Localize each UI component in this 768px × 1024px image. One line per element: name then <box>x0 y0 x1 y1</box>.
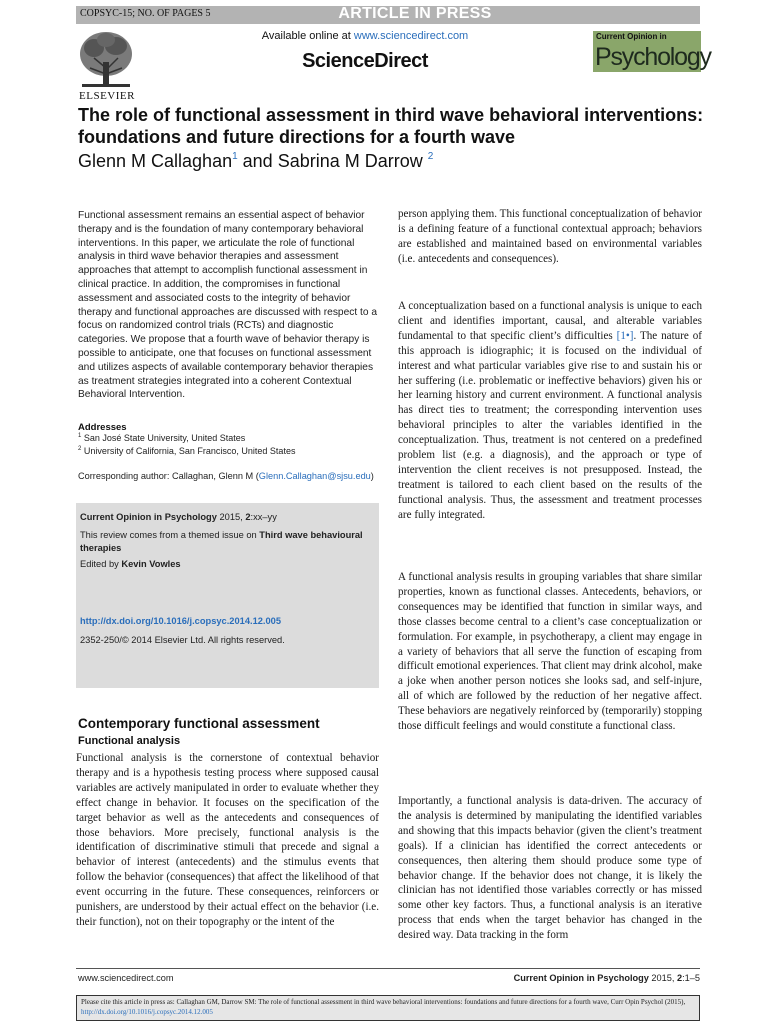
info-journal-name: Current Opinion in Psychology <box>80 512 217 522</box>
elsevier-tree-logo-icon <box>76 28 136 94</box>
author-1: Glenn M Callaghan <box>78 151 233 171</box>
author-1-affiliation[interactable]: 1 <box>232 151 238 162</box>
subsection-heading: Functional analysis <box>78 735 181 747</box>
author-2-affiliation[interactable]: 2 <box>427 151 434 162</box>
copyright-notice: 2352-250/© 2014 Elsevier Ltd. All rights reserved. <box>80 635 285 645</box>
document-id: COPSYC-15; NO. OF PAGES 5 <box>80 8 211 19</box>
info-edited-prefix: Edited by <box>80 559 122 569</box>
right-paragraph-3: A functional analysis results in grouping variables that share similar properties, known as functional classes. Antecedents, behaviors, or consequences may be identified that function in similar ways, and those classes become central to a client’s case conceptualization or formulation. For example, in psychotherapy, a client may engage in a variety of behaviors that all serve the function of escaping from difficult emotional experiences. That client may drink alcohol, make a joke when another person notices she looks sad, and self-injure, all of which are followed by the reduction of her negative affect. These behaviors are negatively reinforced by (temporarily) stopping those difficult feelings and would constitute a functional class. <box>398 571 702 733</box>
publisher-name: ELSEVIER <box>79 90 135 102</box>
sciencedirect-link[interactable]: www.sciencedirect.com <box>353 30 469 42</box>
info-themed-issue <box>80 529 376 555</box>
corresponding-author <box>78 471 374 481</box>
citation-notice-text: Please cite this article in press as: Callaghan GM, Darrow SM: The role of functional assessment in third wave behavioral interventions: foundations and future directions for a fourth wave, Curr Opin Psychol (2015), <box>81 998 686 1006</box>
right-paragraph-4: Importantly, a functional analysis is data-driven. The accuracy of the analysis is determined by manipulating the identified variables and showing that this impacts behavior (given the client’s treatment goals). If a clinician has identified the correct antecedents or consequences, then altering them should produce some type of behavior change. If the behavior does not change, it is likely the clinician has not identified those variables correctly or has missed some other key factors. Thus, a functional analysis is an iterative process that ends when the target behavior has changed in the desired way. Data tracking in the form <box>398 795 702 942</box>
footer-journal-info <box>400 973 700 983</box>
left-column-body: Functional analysis is the cornerstone of contextual behavior therapy and is a hypothesis testing process where supposed causal variables are actively manipulated in order to evaluate whether they effect change in behavior. It focuses on the specification of the target behavior as well as the antecedents and consequences of those behaviors. More precisely, functional analysis is the identification of discriminative stimuli that precede and signal a behavior of interest (antecedents) and the stimulus events that follow the behavior (consequences) that affect the likelihood of that event occurring in the future. These consequences, reinforcers or punishers, are understood by their actual effect on the behavior (i.e. their function), not on their topography or the intent of the <box>76 752 379 928</box>
footer-issue: 2015, <box>648 973 677 983</box>
author-conjunction: and <box>237 151 278 171</box>
article-title: The role of functional assessment in third wave behavioral interventions: foundations and future directions for a fourth wave <box>78 105 704 147</box>
right-paragraph-1: person applying them. This functional conceptualization of behavior is a defining feature of a functional contextual approach; behaviors are established and maintained based on environmental variables (i.e. antecedents and consequences). <box>398 208 702 265</box>
corresponding-email-link[interactable]: Glenn.Callaghan@sjsu.edu <box>258 471 371 481</box>
address-2-marker: 2 <box>78 446 82 452</box>
info-pages: :xx–yy <box>250 512 277 522</box>
citation-doi-link[interactable]: http://dx.doi.org/10.1016/j.copsyc.2014.12.005 <box>81 1007 213 1016</box>
section-heading: Contemporary functional assessment <box>78 716 320 731</box>
corresponding-prefix: Corresponding author: Callaghan, Glenn M ( <box>78 471 259 481</box>
available-online-line <box>200 30 530 42</box>
address-1-text: San José State University, United States <box>83 433 246 443</box>
citation-notice <box>81 998 695 1017</box>
available-prefix: Available online at <box>261 30 354 42</box>
right-paragraph-2 <box>398 299 702 523</box>
journal-cover-main-text: Psychology <box>595 43 711 71</box>
info-edited-by <box>80 559 181 569</box>
footer-pages: :1–5 <box>682 973 700 983</box>
footer-volume: 2 <box>676 973 683 983</box>
info-volume: 2 <box>245 512 251 522</box>
author-line <box>78 151 433 172</box>
citation-link[interactable]: [1•] <box>616 329 634 342</box>
journal-cover-top-text: Current Opinion in <box>596 32 667 41</box>
addresses-heading: Addresses <box>78 422 127 433</box>
footer-divider <box>76 968 700 969</box>
address-2 <box>78 446 295 456</box>
footer-journal-name: Current Opinion in Psychology <box>513 973 649 983</box>
info-journal-line <box>80 512 277 522</box>
right-paragraph-2-start: A conceptualization based on a functional analysis is unique to each client and identifies important, causal, and alterable variables fundamental to that specific client’s difficulties <box>398 300 702 342</box>
info-journal-year: 2015, <box>216 512 246 522</box>
article-in-press-label: ARTICLE IN PRESS <box>338 5 492 22</box>
right-paragraph-2-end: . The nature of this approach is idiographic; it is focused on the individual of interest and what particular variables give rise to and sustain his or her suffering (i.e. problematic or ineffective behaviors) given his or her learning history and current environment. A functional analysis has direct ties to treatment; the corresponding intervention uses behavioral principles to alter the variables identified in the conceptualization. Thus, treatment is not centered on a predefined problem list (e.g. a diagnosis), and the approach or type of intervention the client receives is not presupposed. Instead, the treatment is tailored to each client based on the results of the functional analysis. Thus, the assessment and treatment processes are fully integrated. <box>398 329 702 521</box>
corresponding-suffix: ) <box>370 471 374 481</box>
author-2: Sabrina M Darrow <box>277 151 423 171</box>
address-1 <box>78 433 245 443</box>
sciencedirect-wordmark: ScienceDirect <box>302 50 428 72</box>
info-themed-prefix: This review comes from a themed issue on <box>80 530 260 540</box>
footer-website[interactable]: www.sciencedirect.com <box>78 973 174 983</box>
doi-link[interactable]: http://dx.doi.org/10.1016/j.copsyc.2014.12.005 <box>80 616 282 626</box>
abstract: Functional assessment remains an essential aspect of behavior therapy and is the foundation of many contemporary behavioral interventions. In this paper, we articulate the role of functional analysis in third wave behavior therapies and assessment approaches that attempt to accomplish functional assessment in clinical practice. In addition, the compromises in functional assessment and associated costs to the integrity of behavior therapy and functional approaches are discussed with respect to a focus on randomized control trials (RCTs) and diagnostic categories. We propose that a fourth wave of behavior therapy is possible to anticipate, one that focuses on functional assessment and utilizes aspects of available contemporary behavior therapies as treatment strategies integrated into a coherent Contextual Behavioral Intervention. <box>78 210 378 401</box>
info-editor: Kevin Vowles <box>121 559 181 569</box>
address-1-marker: 1 <box>78 433 82 439</box>
info-themed-topic: Third wave behavioural therapies <box>80 530 363 553</box>
address-2-text: University of California, San Francisco, United States <box>83 446 296 456</box>
